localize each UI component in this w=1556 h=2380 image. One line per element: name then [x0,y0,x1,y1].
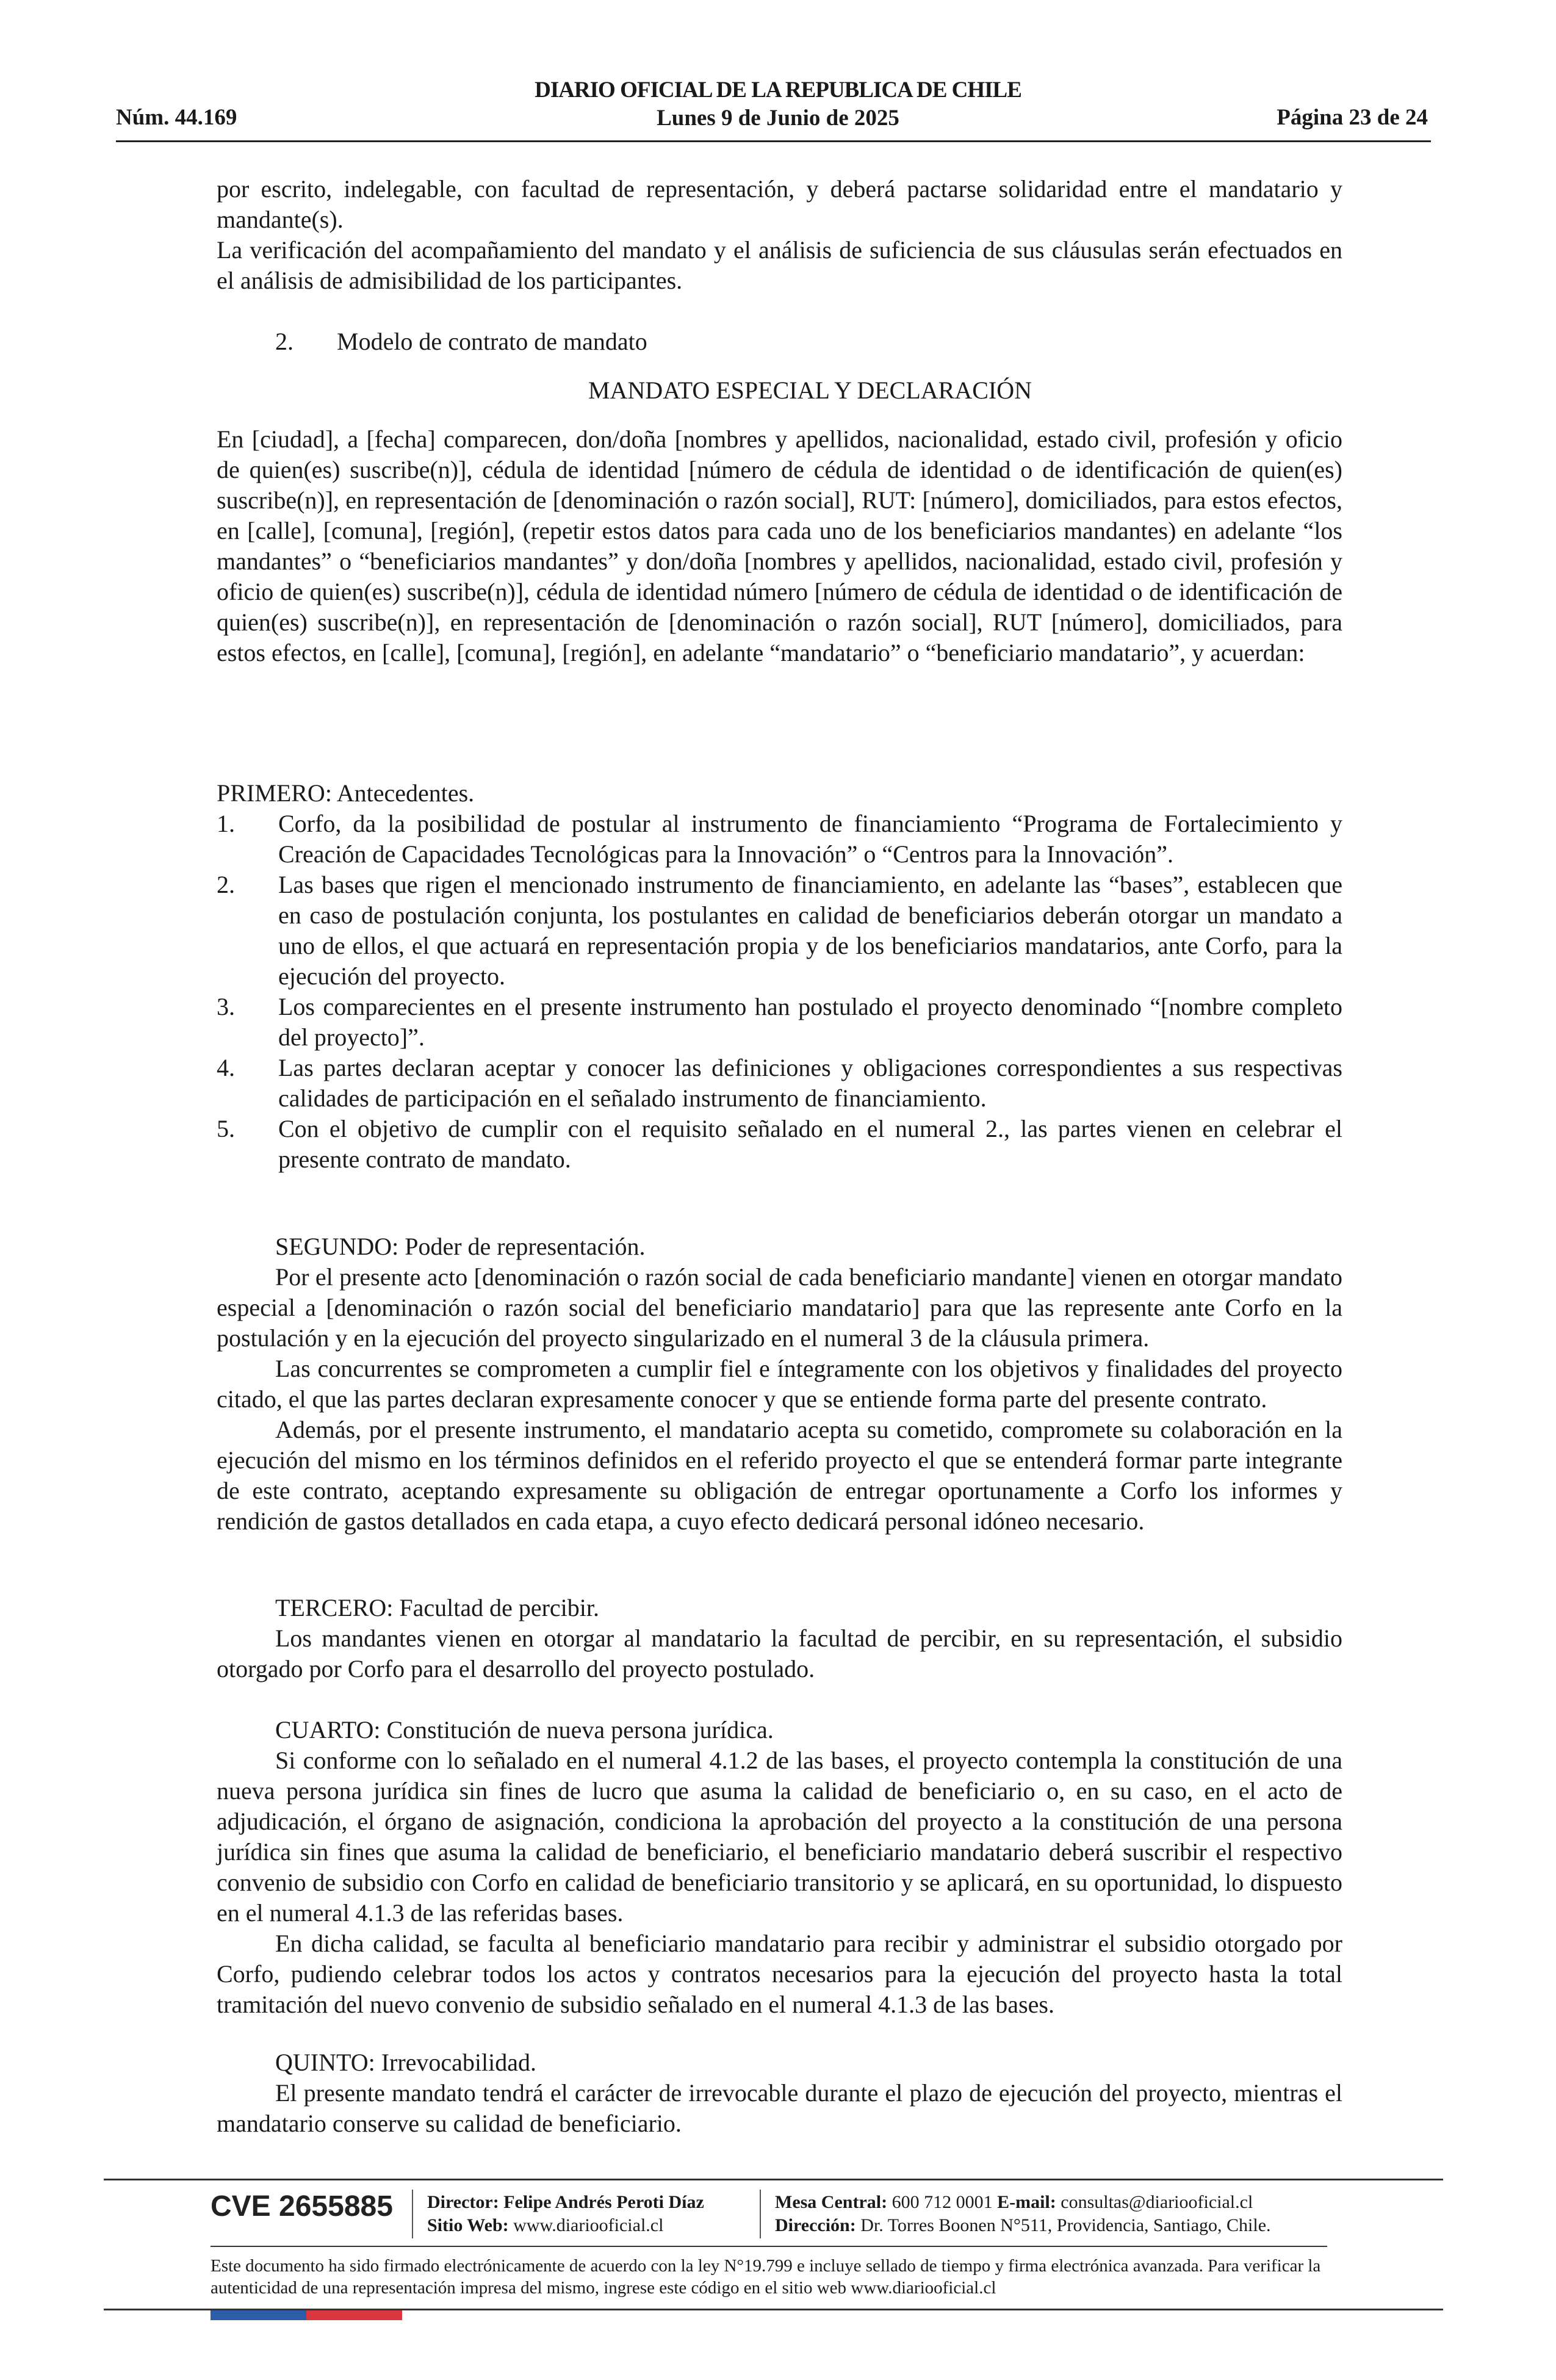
clauses [217,778,1342,1175]
footer-contact-block: Mesa Central: 600 712 0001 E-mail: consultas@diariooficial.cl Dirección: Dr. Torres Boonen N°511, Providencia, Santiago, Chile. [775,2192,1271,2235]
intro-paragraph-2: La verificación del acompañamiento del mandato y el análisis de suficiencia de sus cláusulas serán efectuados en el análisis de admisibilidad de los participantes. [217,236,1342,294]
list-item: 4. Las partes declaran aceptar y conocer las definiciones y obligaciones correspondientes a sus respectivas calidades de participación en el señalado instrumento de financiamiento. [217,1054,1342,1112]
list-item: 5. Con el objetivo de cumplir con el requisito señalado en el numeral 2., las partes vienen en celebrar el presente contrato de mandato. [217,1115,1342,1173]
contract-title: MANDATO ESPECIAL Y DECLARACIÓN [588,377,1032,404]
section-item-text: Modelo de contrato de mandato [337,328,647,355]
email-link[interactable]: consultas@diariooficial.cl [1061,2192,1253,2212]
clause-segundo-heading: SEGUNDO: Poder de representación. [275,1233,646,1260]
intro-paragraph-1: por escrito, indelegable, con facultad de representación, y deberá pactarse solidaridad entre el mandatario y mandante(s). [217,175,1342,233]
footer-director-block: Director: Felipe Andrés Peroti Díaz Sitio Web: www.diariooficial.cl [427,2192,704,2235]
phone-number: 600 712 0001 [891,2192,993,2212]
section-item-2 [217,326,1342,357]
clause-paragraph: Los mandantes vienen en otorgar al mandatario la facultad de percibir, en su representación, el subsidio otorgado por Corfo para el desarrollo del proyecto postulado. [217,1625,1342,1682]
footer-separator [760,2190,761,2238]
flag-stripe-red [306,2310,402,2320]
clause-cuarto [217,1715,1342,2020]
address: Dr. Torres Boonen N°511, Providencia, Santiago, Chile. [860,2215,1271,2235]
footer-separator [412,2190,413,2238]
clause-quinto [217,2047,1342,2139]
section-item-number: 2. [275,328,294,355]
clause-tercero [217,1593,1342,1684]
clause-paragraph: Las concurrentes se comprometen a cumplir fiel e íntegramente con los objetivos y finalidades del proyecto citado, el que las partes declaran expresamente conocer y que se entiende forma parte del presente contrato. [217,1355,1342,1413]
issue-date: Lunes 9 de Junio de 2025 [657,106,899,131]
director-name: Felipe Andrés Peroti Díaz [503,2192,704,2212]
cve-code: CVE 2655885 [211,2190,393,2223]
list-item: 1. Corfo, da la posibilidad de postular al instrumento de financiamiento “Programa de Fortalecimiento y Creación de Capacidades Tecnológicas para la Innovación” o “Centros para la Innovación”. [217,810,1342,868]
issue-number: Núm. 44.169 [116,105,237,130]
website-link[interactable]: www.diariooficial.cl [513,2215,664,2235]
list-item: 3. Los comparecientes en el presente instrumento han postulado el proyecto denominado “[nombre completo del proyecto]”. [217,993,1342,1051]
clause-paragraph: En dicha calidad, se faculta al beneficiario mandatario para recibir y administrar el subsidio otorgado por Corfo, pudiendo celebrar todos los actos y contratos necesarios para la ejecución del proyecto hasta la total tramitación del nuevo convenio de subsidio señalado en el numeral 4.1.3 de las bases. [217,1930,1342,2018]
clause-paragraph: Si conforme con lo señalado en el numeral 4.1.2 de las bases, el proyecto contempla la constitución de una nueva persona jurídica sin fines de lucro que asuma la calidad de beneficiario o, en su caso, en el acto de adjudicación, el órgano de asignación, condiciona la aprobación del proyecto a la constitución de una persona jurídica sin fines que asuma la calidad de beneficiario, el beneficiario mandatario deberá suscribir el respectivo convenio de subsidio con Corfo en calidad de beneficiario transitorio y se aplicará, en su oportunidad, lo dispuesto en el numeral 4.1.3 de las referidas bases. [217,1747,1342,1927]
footer-divider-2 [211,2246,1327,2247]
clause-primero-heading: PRIMERO: Antecedentes. [217,779,475,807]
clause-paragraph: Por el presente acto [denominación o razón social de cada beneficiario mandante] vienen en otorgar mandato especial a [denominación o razón social del beneficiario mandatario] para que las represente ante Corfo en la postulación y en la ejecución del proyecto singularizado en el numeral 3 de la cláusula primera. [217,1263,1342,1352]
footer-divider [104,2179,1443,2180]
clause-paragraph: Además, por el presente instrumento, el mandatario acepta su cometido, compromete su colaboración en la ejecución del mismo en los términos definidos en el referido proyecto el que se entenderá formar parte integrante de este contrato, aceptando expresamente su obligación de entregar oportunamente a Corfo los informes y rendición de gastos detallados en cada etapa, a cuyo efecto dedicará personal idóneo necesario. [217,1416,1342,1535]
header-divider [116,140,1431,142]
page-number: Página 23 de 24 [1277,105,1428,130]
clause-quinto-heading: QUINTO: Irrevocabilidad. [275,2049,537,2076]
clause-paragraph: El presente mandato tendrá el carácter de irrevocable durante el plazo de ejecución del proyecto, mientras el mandatario conserve su calidad de beneficiario. [217,2079,1342,2137]
comparecencia-paragraph: En [ciudad], a [fecha] comparecen, don/doña [nombres y apellidos, nacionalidad, estado civil, profesión y oficio de quien(es) suscribe(n)], cédula de identidad [número de cédula de identidad o de identificación de quien(es) suscribe(n)], en representación de [denominación o razón social], RUT: [número], domiciliados, para estos efectos, en [calle], [comuna], [región], (repetir estos datos para cada uno de los beneficiarios mandantes) en adelante “los mandantes” o “beneficiarios mandantes” y don/doña [nombres y apellidos, nacionalidad, estado civil, profesión y oficio de quien(es) suscribe(n)], cédula de identidad número [número de cédula de identidad o de identificación de quien(es) suscribe(n)], en representación de [denominación o razón social], RUT [número], domiciliados, para estos efectos, en [calle], [comuna], [región], en adelante “mandatario” o “beneficiario mandatario”, y acuerdan: [217,425,1342,666]
list-item: 2. Las bases que rigen el mencionado instrumento de financiamiento, en adelante las “bases”, establecen que en caso de postulación conjunta, los postulantes en calidad de beneficiarios deberán otorgar un mandato a uno de ellos, el que actuará en representación propia y de los beneficiarios mandatarios, ante Corfo, para la ejecución del proyecto. [217,871,1342,990]
signature-note: Este documento ha sido firmado electrónicamente de acuerdo con la ley N°19.799 e incluye sellado de tiempo y firma electrónica avanzada. Para verificar la autenticidad de una representación impresa del mismo, ingrese este código en el sitio web www.diariooficial.cl [211,2256,1321,2298]
newspaper-title: DIARIO OFICIAL DE LA REPUBLICA DE CHILE [535,78,1021,103]
document-body [217,174,1342,699]
flag-stripe-blue [211,2310,306,2320]
clause-cuarto-heading: CUARTO: Constitución de nueva persona jurídica. [275,1716,774,1744]
clause-tercero-heading: TERCERO: Facultad de percibir. [275,1594,599,1621]
clause-segundo [217,1231,1342,1537]
